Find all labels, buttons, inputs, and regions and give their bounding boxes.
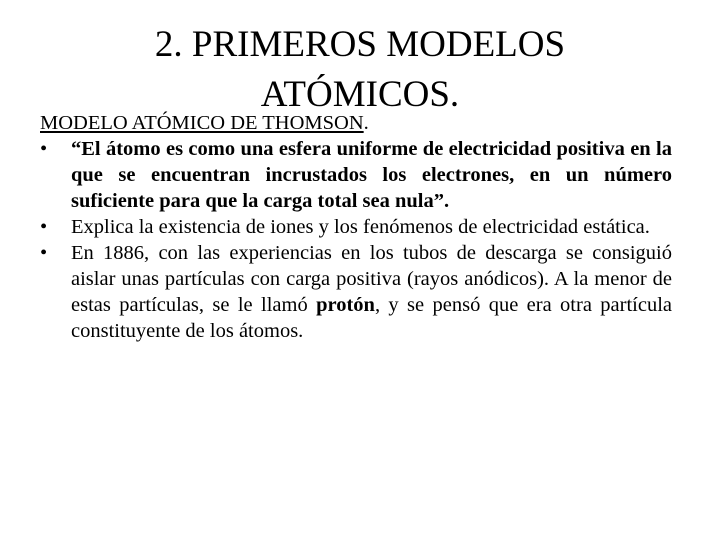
bullet-text-definition: “El átomo es como una esfera uniforme de electricidad positiva en la que se encuentran incrustados los electrones, en un número suficiente para que la carga total sea nula”. bbox=[71, 138, 672, 212]
section-subtitle bbox=[40, 110, 672, 136]
subtitle-period: . bbox=[363, 112, 369, 134]
bullet-item-2 bbox=[40, 214, 672, 240]
bullet-marker: • bbox=[40, 138, 48, 160]
bullet-marker: • bbox=[40, 216, 48, 238]
bullet-text-ions: Explica la existencia de iones y los fenómenos de electricidad estática. bbox=[71, 216, 650, 238]
page-title bbox=[60, 20, 660, 120]
bullet-text-proton-before: En 1886, con las experiencias en los tubos de descarga se consiguió aislar unas partículas con carga positiva (rayos anódicos). A la menor de estas partículas, se le llamó bbox=[71, 242, 672, 316]
bullet-item-3 bbox=[40, 240, 672, 344]
title-line-2: ATÓMICOS. bbox=[260, 74, 460, 115]
subtitle-text: MODELO ATÓMICO DE THOMSON bbox=[40, 112, 364, 134]
bullet-text-proton-after: , y se pensó que era otra partícula constituyente de los átomos. bbox=[71, 294, 673, 342]
bullet-list bbox=[40, 136, 672, 344]
title-line-1: 2. PRIMEROS MODELOS bbox=[154, 24, 566, 65]
bullet-item-1 bbox=[40, 136, 672, 214]
bullet-marker: • bbox=[40, 242, 48, 264]
slide-content bbox=[40, 110, 672, 344]
bullet-text-proton-term: protón bbox=[316, 294, 375, 316]
